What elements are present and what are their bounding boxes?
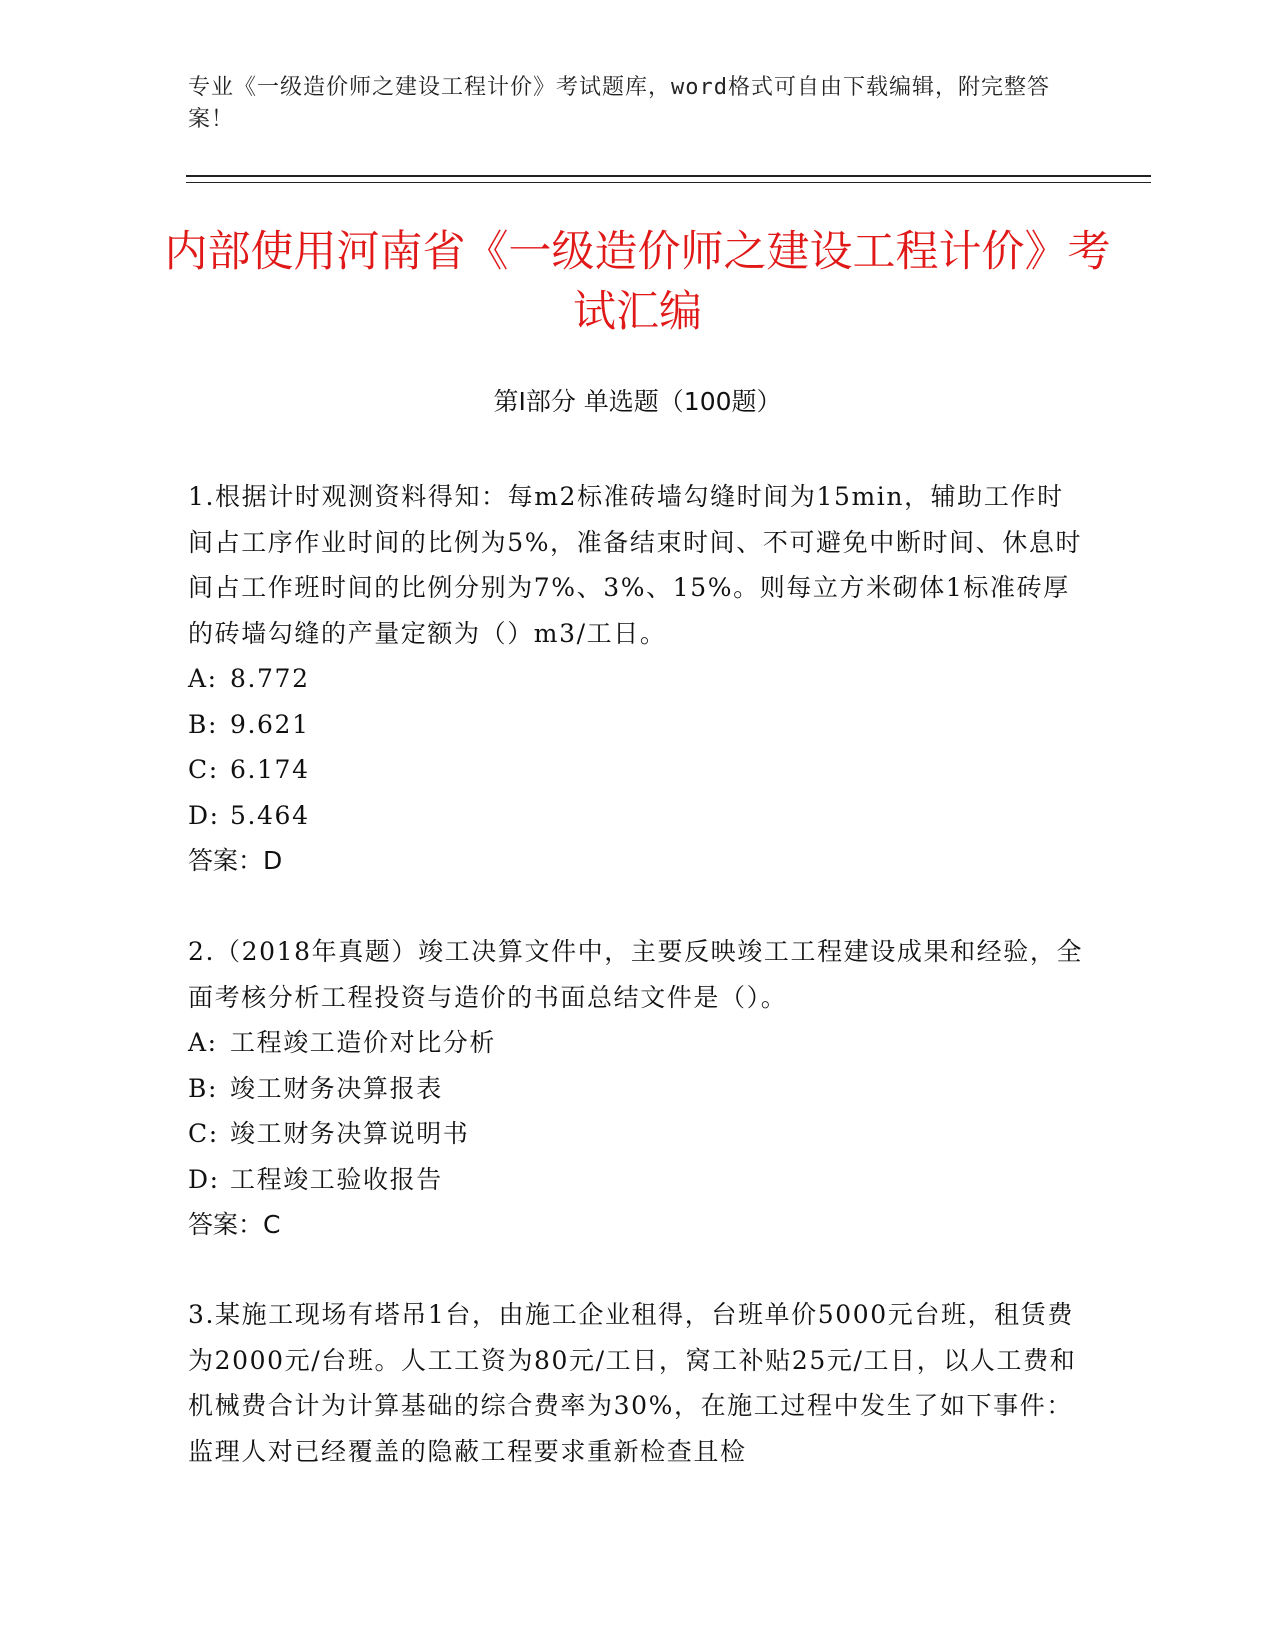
question-text: 1.根据计时观测资料得知：每m2标准砖墙勾缝时间为15min，辅助工作时间占工序作业时间的比例为5%，准备结束时间、不可避免中断时间、休息时间占工作班时间的比例分别为7%、3%、15%。则每立方米砌体1标准砖厚的砖墙勾缝的产量定额为（）m3/工日。	[188, 482, 1083, 648]
option-letter: A:	[188, 664, 218, 693]
option-letter: D:	[188, 1164, 220, 1194]
option-text: 工程竣工验收报告	[230, 1164, 443, 1194]
question-text: 3.某施工现场有塔吊1台，由施工企业租得，台班单价5000元台班，租赁费为2000元/台班。人工工资为80元/工日，窝工补贴25元/工日，以人工费和机械费合计为计算基础的综合费率为30%，在施工过程中发生了如下事件：监理人对已经覆盖的隐蔽工程要求重新检查且检	[188, 1300, 1077, 1466]
option-letter: B:	[188, 709, 218, 739]
option-text: 竣工财务决算报表	[230, 1073, 443, 1103]
option-d	[188, 793, 1088, 839]
answer-line	[188, 1202, 1088, 1248]
document-title: 内部使用河南省《一级造价师之建设工程计价》考试汇编	[164, 227, 1111, 337]
option-text: 9.621	[230, 709, 310, 739]
option-letter: D:	[188, 800, 220, 830]
option-text: 工程竣工造价对比分析	[230, 1028, 497, 1057]
option-letter: C:	[188, 755, 219, 784]
header-rule-thin	[186, 182, 1151, 183]
header-note: 专业《一级造价师之建设工程计价》考试题库，word格式可自由下载编辑，附完整答案！	[188, 75, 1050, 132]
option-b	[188, 1066, 1088, 1112]
answer-label: 答案：	[188, 846, 264, 875]
option-d	[188, 1157, 1088, 1203]
option-b	[188, 702, 1088, 748]
answer-line	[188, 838, 1088, 884]
section-heading: 第Ⅰ部分 单选题（100题）	[493, 387, 782, 416]
option-a	[188, 656, 1088, 702]
answer-value: C	[263, 1210, 281, 1239]
option-c	[188, 747, 1088, 793]
option-text: 5.464	[230, 800, 310, 830]
option-text: 竣工财务决算说明书	[230, 1119, 470, 1148]
option-letter: A:	[188, 1028, 218, 1057]
answer-value: D	[263, 846, 283, 875]
question-2	[188, 929, 1088, 1248]
option-letter: B:	[188, 1073, 218, 1103]
option-c	[188, 1111, 1088, 1157]
header-rule-thick	[186, 175, 1151, 177]
option-a	[188, 1020, 1088, 1066]
answer-label: 答案：	[188, 1210, 264, 1239]
question-text: 2.（2018年真题）竣工决算文件中，主要反映竣工工程建设成果和经验，全面考核分析工程投资与造价的书面总结文件是（）。	[188, 937, 1084, 1012]
option-letter: C:	[188, 1119, 219, 1148]
question-3	[188, 1292, 1088, 1474]
question-1	[188, 474, 1088, 884]
option-text: 8.772	[230, 664, 310, 693]
option-text: 6.174	[230, 755, 310, 784]
